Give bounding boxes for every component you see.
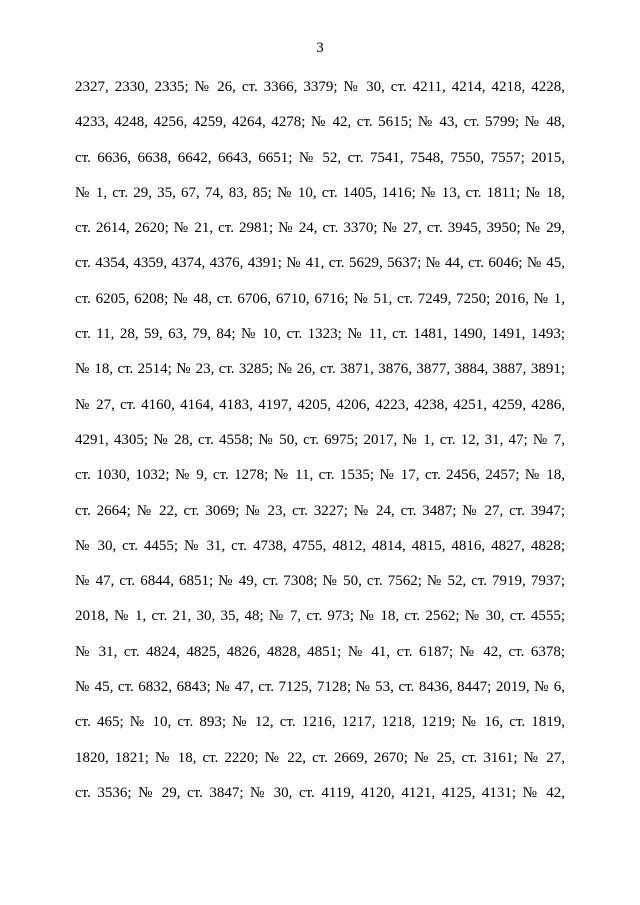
text-line: ст. 1030, 1032; № 9, ст. 1278; № 11, ст. 1535; № 17, ст. 2456, 2457; № 18, (75, 467, 565, 484)
page-number: 3 (316, 40, 324, 56)
text-line: № 47, ст. 6844, 6851; № 49, ст. 7308; № 50, ст. 7562; № 52, ст. 7919, 7937; (75, 573, 565, 590)
text-line: ст. 6636, 6638, 6642, 6643, 6651; № 52, ст. 7541, 7548, 7550, 7557; 2015, (75, 149, 565, 166)
text-line: № 1, ст. 29, 35, 67, 74, 83, 85; № 10, ст. 1405, 1416; № 13, ст. 1811; № 18, (75, 184, 565, 201)
text-line: ст. 3536; № 29, ст. 3847; № 30, ст. 4119, 4120, 4121, 4125, 4131; № 42, (75, 784, 565, 801)
text-line: 2327, 2330, 2335; № 26, ст. 3366, 3379; № 30, ст. 4211, 4214, 4218, 4228, (75, 79, 565, 95)
text-line: ст. 2664; № 22, ст. 3069; № 23, ст. 3227; № 24, ст. 3487; № 27, ст. 3947; (75, 502, 565, 519)
text-line: 1820, 1821; № 18, ст. 2220; № 22, ст. 2669, 2670; № 25, ст. 3161; № 27, (75, 749, 565, 766)
text-line: № 31, ст. 4824, 4825, 4826, 4828, 4851; № 41, ст. 6187; № 42, ст. 6378; (75, 643, 565, 660)
text-line: 2018, № 1, ст. 21, 30, 35, 48; № 7, ст. 973; № 18, ст. 2562; № 30, ст. 4555; (75, 608, 565, 625)
text-line: ст. 11, 28, 59, 63, 79, 84; № 10, ст. 1323; № 11, ст. 1481, 1490, 1491, 1493; (75, 326, 565, 343)
text-line: № 18, ст. 2514; № 23, ст. 3285; № 26, ст. 3871, 3876, 3877, 3884, 3887, 3891; (75, 361, 565, 378)
text-line: 4233, 4248, 4256, 4259, 4264, 4278; № 42, ст. 5615; № 43, ст. 5799; № 48, (75, 114, 565, 131)
text-line: ст. 4354, 4359, 4374, 4376, 4391; № 41, ст. 5629, 5637; № 44, ст. 6046; № 45, (75, 255, 565, 272)
text-line: ст. 465; № 10, ст. 893; № 12, ст. 1216, 1217, 1218, 1219; № 16, ст. 1819, (75, 714, 565, 731)
text-line: № 45, ст. 6832, 6843; № 47, ст. 7125, 7128; № 53, ст. 8436, 8447; 2019, № 6, (75, 679, 565, 696)
text-line: 4291, 4305; № 28, ст. 4558; № 50, ст. 6975; 2017, № 1, ст. 12, 31, 47; № 7, (75, 431, 565, 448)
text-line: ст. 6205, 6208; № 48, ст. 6706, 6710, 6716; № 51, ст. 7249, 7250; 2016, № 1, (75, 290, 565, 307)
text-line: № 30, ст. 4455; № 31, ст. 4738, 4755, 4812, 4814, 4815, 4816, 4827, 4828; (75, 537, 565, 554)
body-text (75, 77, 565, 818)
text-line: ст. 2614, 2620; № 21, ст. 2981; № 24, ст. 3370; № 27, ст. 3945, 3950; № 29, (75, 220, 565, 237)
text-line: № 27, ст. 4160, 4164, 4183, 4197, 4205, 4206, 4223, 4238, 4251, 4259, 4286, (75, 396, 565, 413)
